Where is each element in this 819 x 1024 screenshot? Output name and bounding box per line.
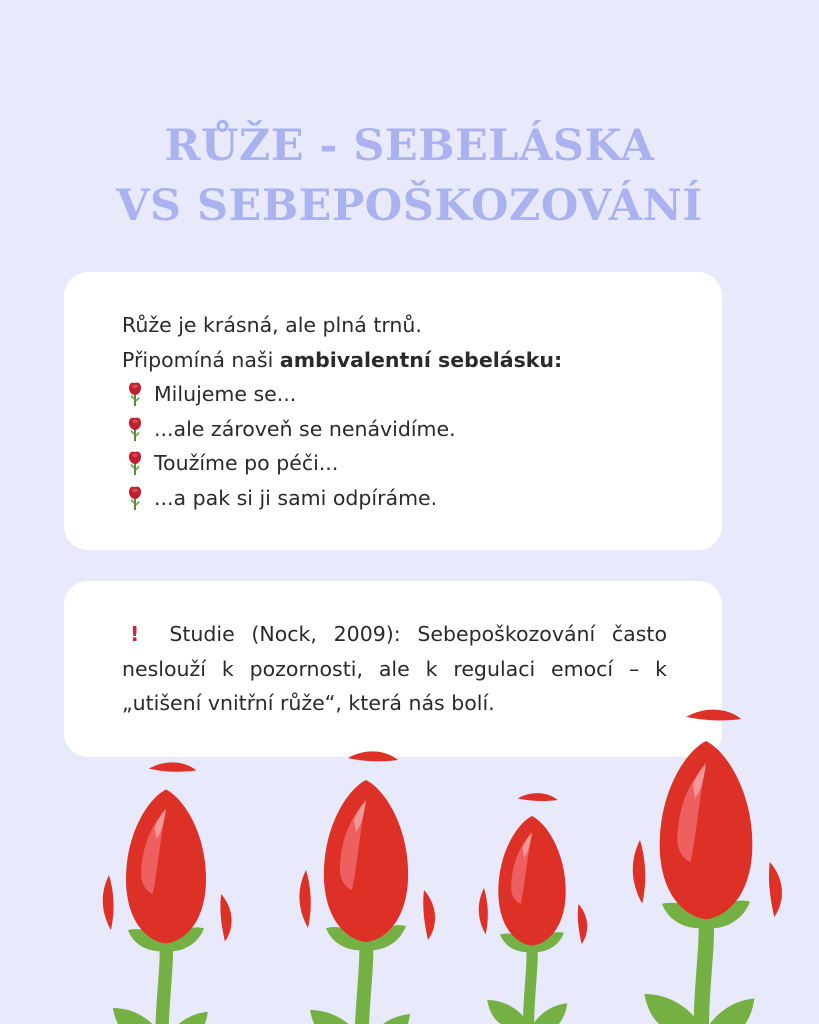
- list-item: [122, 377, 666, 412]
- title-line-1: RŮŽE - SEBELÁSKA: [164, 121, 655, 171]
- exclamation-icon: !: [130, 622, 140, 646]
- list-item: [122, 481, 666, 516]
- rose-icon: [122, 416, 148, 442]
- tulip-icon: [479, 793, 588, 1024]
- list-item: [122, 412, 666, 447]
- tulip-icon: [103, 762, 232, 1024]
- ambivalence-emphasis: ambivalentní sebelásku:: [279, 347, 563, 372]
- title-line-2: VS SEBEPOŠKOZOVÁNÍ: [116, 181, 703, 231]
- ambivalence-line: [122, 343, 666, 378]
- list-item-label: Milujeme se...: [154, 382, 297, 406]
- list-item: [122, 446, 666, 481]
- tulip-decoration: [0, 690, 819, 1024]
- study-text: Studie (Nock, 2009): Sebepoškozování často neslouží k pozornosti, ale k regulaci emocí – k „utišení vnitřní růže“, která nás bolí.: [122, 622, 667, 715]
- rose-metaphor-card: [64, 272, 722, 550]
- tulip-icon: [299, 751, 435, 1024]
- tulip-icon: [633, 710, 782, 1024]
- rose-icon: [122, 381, 148, 407]
- rose-icon: [122, 450, 148, 476]
- list-item-label: ...a pak si ji sami odpíráme.: [154, 485, 438, 510]
- page-title: [0, 116, 819, 236]
- ambivalence-prefix: Připomíná naši: [122, 347, 280, 372]
- intro-line: Růže je krásná, ale plná trnů.: [122, 313, 422, 337]
- list-item-label: Toužíme po péči...: [154, 451, 339, 475]
- list-item-label: ...ale zároveň se nenávidíme.: [154, 416, 456, 441]
- rose-icon: [122, 485, 148, 511]
